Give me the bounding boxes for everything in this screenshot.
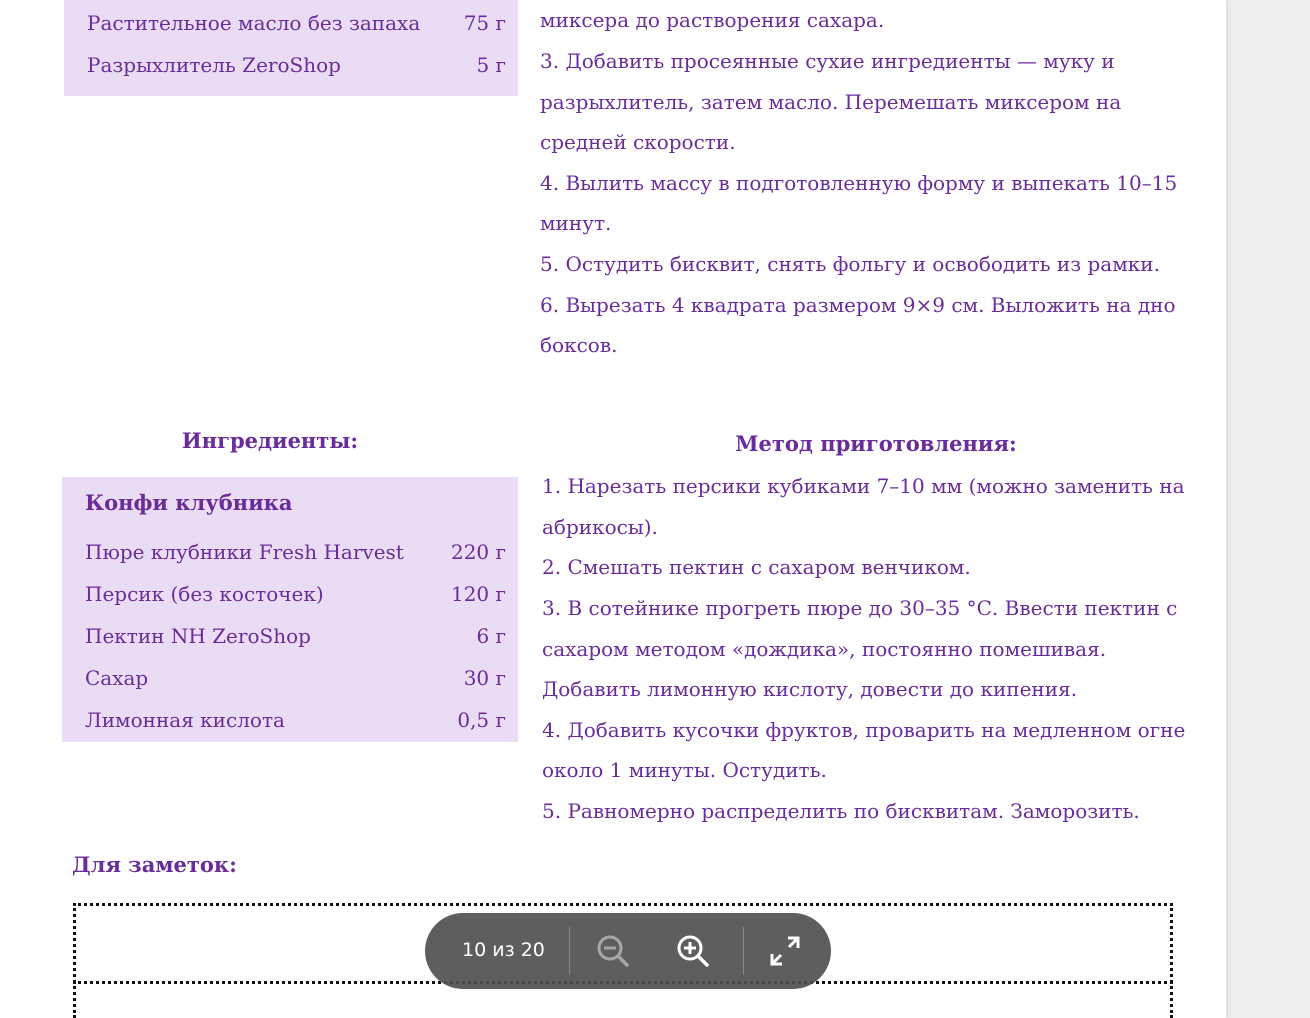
zoom-out-icon <box>593 931 633 971</box>
method-line: 4. Добавить кусочки фруктов, проварить на медленном огне <box>542 718 1186 742</box>
method-line: средней скорости. <box>540 130 736 154</box>
ingredient-amount: 6 г <box>476 624 506 648</box>
toolbar-divider <box>743 927 744 975</box>
toolbar-divider <box>569 927 570 975</box>
method-line: боксов. <box>540 333 618 357</box>
ingredient-name: Персик (без косточек) <box>85 582 324 606</box>
notes-dotted-border-right <box>1170 903 1173 1018</box>
expand-icon <box>765 931 805 971</box>
notes-title: Для заметок: <box>72 852 237 877</box>
ingredient-name: Сахар <box>85 666 149 690</box>
ingredient-row <box>62 658 518 700</box>
ingredient-row <box>64 45 518 87</box>
ingredient-row <box>62 616 518 658</box>
confit-ingredients-box <box>62 477 518 742</box>
page-toolbar <box>425 913 831 989</box>
ingredient-name: Растительное масло без запаха <box>87 11 421 35</box>
zoom-out-button[interactable] <box>593 931 633 971</box>
method-line: 5. Равномерно распределить по бисквитам. Заморозить. <box>542 799 1140 823</box>
method-line: 3. В сотейнике прогреть пюре до 30–35 °С. Ввести пектин с <box>542 596 1178 620</box>
ingredient-row <box>62 532 518 574</box>
method-line: 6. Вырезать 4 квадрата размером 9×9 см. Выложить на дно <box>540 293 1176 317</box>
ingredient-amount: 0,5 г <box>457 708 506 732</box>
top-ingredients-box <box>64 0 518 96</box>
zoom-in-button[interactable] <box>673 931 713 971</box>
page-counter: 10 из 20 <box>462 939 545 961</box>
method-line: миксера до растворения сахара. <box>540 8 885 32</box>
ingredient-amount: 5 г <box>476 53 506 77</box>
method-line: 2. Смешать пектин с сахаром венчиком. <box>542 555 971 579</box>
ingredient-row <box>62 700 518 742</box>
ingredients-heading: Ингредиенты: <box>181 428 359 453</box>
method-line: разрыхлитель, затем масло. Перемешать миксером на <box>540 90 1122 114</box>
zoom-in-icon <box>673 931 713 971</box>
ingredient-row <box>62 574 518 616</box>
method-line: около 1 минуты. Остудить. <box>542 758 827 782</box>
method-line: 4. Вылить массу в подготовленную форму и выпекать 10–15 <box>540 171 1178 195</box>
method-line: минут. <box>540 211 612 235</box>
method-line: 5. Остудить бисквит, снять фольгу и освободить из рамки. <box>540 252 1160 276</box>
method-line: 3. Добавить просеянные сухие ингредиенты — муку и <box>540 49 1115 73</box>
notes-dotted-line <box>73 903 1173 906</box>
method-line: сахаром методом «дождика», постоянно помешивая. <box>542 637 1107 661</box>
ingredient-name: Пюре клубники Fresh Harvest <box>85 540 404 564</box>
ingredient-amount: 120 г <box>450 582 506 606</box>
method-line: абрикосы). <box>542 515 658 539</box>
ingredient-row <box>64 3 518 45</box>
notes-dotted-border-left <box>73 903 76 1018</box>
fullscreen-button[interactable] <box>765 931 805 971</box>
ingredient-name: Пектин NH ZeroShop <box>85 624 311 648</box>
method-heading: Метод приготовления: <box>735 431 1017 456</box>
method-line: 1. Нарезать персики кубиками 7–10 мм (можно заменить на <box>542 474 1185 498</box>
ingredient-name: Лимонная кислота <box>85 708 285 732</box>
ingredient-amount: 30 г <box>463 666 506 690</box>
ingredient-amount: 75 г <box>463 11 506 35</box>
method-line: Добавить лимонную кислоту, довести до кипения. <box>542 677 1078 701</box>
ingredient-group-title: Конфи клубника <box>85 490 293 515</box>
ingredient-amount: 220 г <box>450 540 506 564</box>
ingredient-name: Разрыхлитель ZeroShop <box>87 53 341 77</box>
